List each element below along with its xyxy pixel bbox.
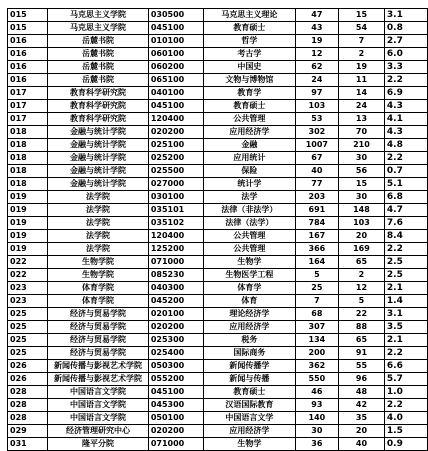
admitted-cell: 55	[339, 360, 385, 373]
table-row	[8, 113, 428, 126]
table-row	[8, 74, 428, 87]
major-code-cell: 050300	[148, 360, 203, 373]
applicants-cell: 68	[295, 308, 338, 321]
major-name-cell: 生物学	[204, 438, 296, 451]
admission-ratio-table	[7, 8, 428, 451]
ratio-cell: 4.1	[384, 113, 427, 126]
major-name-cell: 应用统计	[204, 152, 296, 165]
applicants-cell: 47	[295, 9, 338, 22]
table-row	[8, 35, 428, 48]
major-code-cell: 045100	[148, 386, 203, 399]
major-name-cell: 汉语国际教育	[204, 399, 296, 412]
admission-ratio-table-wrapper	[7, 8, 428, 451]
admitted-cell: 30	[339, 191, 385, 204]
table-row	[8, 308, 428, 321]
table-row	[8, 165, 428, 178]
admitted-cell: 96	[339, 373, 385, 386]
major-name-cell: 理论经济学	[204, 308, 296, 321]
table-row	[8, 269, 428, 282]
table-row	[8, 191, 428, 204]
college-name-cell: 经济与贸易学院	[48, 321, 149, 334]
ratio-cell: 6.9	[384, 87, 427, 100]
major-code-cell: 035102	[148, 217, 203, 230]
table-row	[8, 204, 428, 217]
ratio-cell: 0.8	[384, 22, 427, 35]
college-name-cell: 中国语言文学院	[48, 399, 149, 412]
major-code-cell: 020100	[148, 308, 203, 321]
ratio-cell: 2.1	[384, 282, 427, 295]
admitted-cell: 20	[339, 425, 385, 438]
ratio-cell: 4.3	[384, 126, 427, 139]
college-name-cell: 岳麓书院	[48, 74, 149, 87]
admitted-cell: 169	[339, 243, 385, 256]
college-name-cell: 金融与统计学院	[48, 152, 149, 165]
applicants-cell: 62	[295, 61, 338, 74]
major-name-cell: 统计学	[204, 178, 296, 191]
major-code-cell: 025500	[148, 165, 203, 178]
college-name-cell: 教育科学研究院	[48, 113, 149, 126]
major-code-cell: 120400	[148, 230, 203, 243]
major-code-cell: 040300	[148, 282, 203, 295]
college-code-cell: 016	[8, 61, 48, 74]
college-name-cell: 法学院	[48, 191, 149, 204]
college-name-cell: 生物学院	[48, 269, 149, 282]
table-row	[8, 178, 428, 191]
ratio-cell: 2.7	[384, 35, 427, 48]
table-row	[8, 295, 428, 308]
ratio-cell: 4.8	[384, 139, 427, 152]
ratio-cell: 3.1	[384, 9, 427, 22]
college-name-cell: 岳麓书院	[48, 48, 149, 61]
applicants-cell: 40	[295, 165, 338, 178]
admitted-cell: 11	[339, 74, 385, 87]
college-name-cell: 法学院	[48, 204, 149, 217]
table-row	[8, 243, 428, 256]
college-code-cell: 019	[8, 204, 48, 217]
table-row	[8, 321, 428, 334]
applicants-cell: 97	[295, 87, 338, 100]
major-name-cell: 公共管理	[204, 243, 296, 256]
college-code-cell: 028	[8, 386, 48, 399]
ratio-cell: 1.0	[384, 386, 427, 399]
major-code-cell: 025100	[148, 139, 203, 152]
major-name-cell: 税务	[204, 334, 296, 347]
major-name-cell: 哲学	[204, 35, 296, 48]
ratio-cell: 8.4	[384, 230, 427, 243]
major-name-cell: 教育学	[204, 87, 296, 100]
college-name-cell: 教育科学研究院	[48, 87, 149, 100]
major-code-cell: 055200	[148, 373, 203, 386]
applicants-cell: 366	[295, 243, 338, 256]
ratio-cell: 7.6	[384, 217, 427, 230]
applicants-cell: 19	[295, 35, 338, 48]
admitted-cell: 48	[339, 386, 385, 399]
major-name-cell: 教育硕士	[204, 100, 296, 113]
applicants-cell: 1007	[295, 139, 338, 152]
college-name-cell: 生物学院	[48, 256, 149, 269]
major-name-cell: 中国语言文学	[204, 412, 296, 425]
table-row	[8, 230, 428, 243]
college-code-cell: 016	[8, 74, 48, 87]
college-code-cell: 016	[8, 35, 48, 48]
major-code-cell: 120400	[148, 113, 203, 126]
major-name-cell: 金融	[204, 139, 296, 152]
college-code-cell: 018	[8, 139, 48, 152]
admitted-cell: 56	[339, 165, 385, 178]
college-code-cell: 025	[8, 347, 48, 360]
table-row	[8, 334, 428, 347]
major-code-cell: 020200	[148, 425, 203, 438]
table-row	[8, 360, 428, 373]
admitted-cell: 24	[339, 100, 385, 113]
college-code-cell: 022	[8, 269, 48, 282]
ratio-cell: 2.2	[384, 74, 427, 87]
college-name-cell: 金融与统计学院	[48, 165, 149, 178]
college-code-cell: 016	[8, 48, 48, 61]
admitted-cell: 5	[339, 295, 385, 308]
major-code-cell: 025200	[148, 152, 203, 165]
college-code-cell: 018	[8, 126, 48, 139]
major-name-cell: 生物学	[204, 256, 296, 269]
college-code-cell: 019	[8, 191, 48, 204]
college-code-cell: 018	[8, 165, 48, 178]
table-row	[8, 399, 428, 412]
admitted-cell: 103	[339, 217, 385, 230]
major-code-cell: 045100	[148, 100, 203, 113]
college-code-cell: 031	[8, 438, 48, 451]
major-name-cell: 法律（法学）	[204, 217, 296, 230]
admitted-cell: 35	[339, 412, 385, 425]
major-code-cell: 125200	[148, 243, 203, 256]
college-code-cell: 028	[8, 399, 48, 412]
college-name-cell: 法学院	[48, 243, 149, 256]
admitted-cell: 88	[339, 321, 385, 334]
ratio-cell: 2.2	[384, 152, 427, 165]
college-name-cell: 法学院	[48, 217, 149, 230]
major-name-cell: 法律（非法学）	[204, 204, 296, 217]
ratio-cell: 3.5	[384, 321, 427, 334]
major-code-cell: 040100	[148, 87, 203, 100]
ratio-cell: 4.3	[384, 100, 427, 113]
admitted-cell: 13	[339, 113, 385, 126]
ratio-cell: 4.0	[384, 412, 427, 425]
major-name-cell: 教育硕士	[204, 22, 296, 35]
major-name-cell: 考古学	[204, 48, 296, 61]
applicants-cell: 7	[295, 295, 338, 308]
admitted-cell: 148	[339, 204, 385, 217]
admitted-cell: 2	[339, 269, 385, 282]
ratio-cell: 2.2	[384, 243, 427, 256]
college-name-cell: 经济与贸易学院	[48, 308, 149, 321]
college-name-cell: 金融与统计学院	[48, 126, 149, 139]
ratio-cell: 2.1	[384, 334, 427, 347]
major-code-cell: 050100	[148, 412, 203, 425]
applicants-cell: 43	[295, 22, 338, 35]
table-body	[8, 9, 428, 451]
college-name-cell: 教育科学研究院	[48, 100, 149, 113]
admitted-cell: 40	[339, 438, 385, 451]
ratio-cell: 0.9	[384, 438, 427, 451]
applicants-cell: 550	[295, 373, 338, 386]
college-name-cell: 经济与贸易学院	[48, 347, 149, 360]
major-code-cell: 030500	[148, 9, 203, 22]
college-code-cell: 019	[8, 243, 48, 256]
major-name-cell: 文物与博物馆	[204, 74, 296, 87]
major-code-cell: 085230	[148, 269, 203, 282]
major-code-cell: 030100	[148, 191, 203, 204]
applicants-cell: 307	[295, 321, 338, 334]
applicants-cell: 140	[295, 412, 338, 425]
admitted-cell: 15	[339, 9, 385, 22]
college-code-cell: 023	[8, 282, 48, 295]
table-row	[8, 87, 428, 100]
ratio-cell: 0.7	[384, 165, 427, 178]
table-row	[8, 373, 428, 386]
applicants-cell: 5	[295, 269, 338, 282]
table-row	[8, 412, 428, 425]
applicants-cell: 30	[295, 425, 338, 438]
major-name-cell: 教育硕士	[204, 386, 296, 399]
major-name-cell: 马克思主义理论	[204, 9, 296, 22]
applicants-cell: 362	[295, 360, 338, 373]
ratio-cell: 3.1	[384, 308, 427, 321]
college-code-cell: 017	[8, 100, 48, 113]
major-name-cell: 中国史	[204, 61, 296, 74]
admitted-cell: 15	[339, 178, 385, 191]
college-code-cell: 029	[8, 425, 48, 438]
major-code-cell: 045300	[148, 399, 203, 412]
applicants-cell: 134	[295, 334, 338, 347]
applicants-cell: 200	[295, 347, 338, 360]
admitted-cell: 210	[339, 139, 385, 152]
major-code-cell: 010100	[148, 35, 203, 48]
applicants-cell: 53	[295, 113, 338, 126]
table-row	[8, 152, 428, 165]
major-code-cell: 045200	[148, 295, 203, 308]
college-name-cell: 新闻传播与影视艺术学院	[48, 360, 149, 373]
ratio-cell: 4.7	[384, 204, 427, 217]
college-code-cell: 019	[8, 217, 48, 230]
table-row	[8, 139, 428, 152]
major-code-cell: 071000	[148, 438, 203, 451]
college-name-cell: 马克思主义学院	[48, 22, 149, 35]
ratio-cell: 6.6	[384, 360, 427, 373]
table-row	[8, 61, 428, 74]
applicants-cell: 25	[295, 282, 338, 295]
ratio-cell: 6.8	[384, 191, 427, 204]
college-code-cell: 018	[8, 152, 48, 165]
major-name-cell: 国际商务	[204, 347, 296, 360]
ratio-cell: 1.5	[384, 425, 427, 438]
admitted-cell: 65	[339, 334, 385, 347]
table-row	[8, 22, 428, 35]
college-name-cell: 隆平分院	[48, 438, 149, 451]
college-name-cell: 岳麓书院	[48, 61, 149, 74]
applicants-cell: 164	[295, 256, 338, 269]
college-name-cell: 体育学院	[48, 295, 149, 308]
admitted-cell: 91	[339, 347, 385, 360]
major-code-cell: 045100	[148, 22, 203, 35]
major-name-cell: 新闻传播学	[204, 360, 296, 373]
major-name-cell: 法学	[204, 191, 296, 204]
admitted-cell: 65	[339, 256, 385, 269]
major-code-cell: 065100	[148, 74, 203, 87]
ratio-cell: 1.4	[384, 295, 427, 308]
ratio-cell: 3.3	[384, 61, 427, 74]
ratio-cell: 5.7	[384, 373, 427, 386]
table-row	[8, 9, 428, 22]
admitted-cell: 22	[339, 308, 385, 321]
major-code-cell: 035101	[148, 204, 203, 217]
ratio-cell: 2.5	[384, 269, 427, 282]
major-name-cell: 应用经济学	[204, 321, 296, 334]
major-code-cell: 060200	[148, 61, 203, 74]
applicants-cell: 203	[295, 191, 338, 204]
admitted-cell: 30	[339, 152, 385, 165]
ratio-cell: 6.0	[384, 48, 427, 61]
ratio-cell: 2.5	[384, 256, 427, 269]
ratio-cell: 2.2	[384, 347, 427, 360]
applicants-cell: 302	[295, 126, 338, 139]
college-code-cell: 015	[8, 9, 48, 22]
college-name-cell: 中国语言文学院	[48, 412, 149, 425]
major-name-cell: 新闻与传播	[204, 373, 296, 386]
admitted-cell: 42	[339, 399, 385, 412]
college-name-cell: 新闻传播与影视艺术学院	[48, 373, 149, 386]
major-name-cell: 公共管理	[204, 230, 296, 243]
college-name-cell: 经济与贸易学院	[48, 334, 149, 347]
applicants-cell: 36	[295, 438, 338, 451]
table-row	[8, 48, 428, 61]
college-code-cell: 025	[8, 334, 48, 347]
table-row	[8, 438, 428, 451]
table-row	[8, 100, 428, 113]
applicants-cell: 67	[295, 152, 338, 165]
admitted-cell: 12	[339, 282, 385, 295]
college-code-cell: 026	[8, 360, 48, 373]
college-name-cell: 经济管理研究中心	[48, 425, 149, 438]
college-code-cell: 015	[8, 22, 48, 35]
ratio-cell: 2.2	[384, 399, 427, 412]
applicants-cell: 93	[295, 399, 338, 412]
admitted-cell: 70	[339, 126, 385, 139]
applicants-cell: 691	[295, 204, 338, 217]
admitted-cell: 54	[339, 22, 385, 35]
major-name-cell: 应用经济学	[204, 126, 296, 139]
admitted-cell: 2	[339, 48, 385, 61]
major-code-cell: 025300	[148, 334, 203, 347]
applicants-cell: 103	[295, 100, 338, 113]
college-name-cell: 马克思主义学院	[48, 9, 149, 22]
major-name-cell: 公共管理	[204, 113, 296, 126]
major-code-cell: 060100	[148, 48, 203, 61]
college-code-cell: 017	[8, 113, 48, 126]
college-code-cell: 026	[8, 373, 48, 386]
major-code-cell: 027000	[148, 178, 203, 191]
admitted-cell: 20	[339, 230, 385, 243]
college-name-cell: 金融与统计学院	[48, 139, 149, 152]
college-name-cell: 金融与统计学院	[48, 178, 149, 191]
major-code-cell: 020200	[148, 126, 203, 139]
ratio-cell: 5.1	[384, 178, 427, 191]
table-row	[8, 347, 428, 360]
college-code-cell: 019	[8, 230, 48, 243]
applicants-cell: 167	[295, 230, 338, 243]
admitted-cell: 19	[339, 61, 385, 74]
applicants-cell: 46	[295, 386, 338, 399]
table-row	[8, 282, 428, 295]
college-name-cell: 岳麓书院	[48, 35, 149, 48]
college-name-cell: 体育学院	[48, 282, 149, 295]
college-code-cell: 025	[8, 308, 48, 321]
applicants-cell: 784	[295, 217, 338, 230]
applicants-cell: 24	[295, 74, 338, 87]
admitted-cell: 7	[339, 35, 385, 48]
table-row	[8, 217, 428, 230]
college-name-cell: 中国语言文学院	[48, 386, 149, 399]
major-name-cell: 应用经济学	[204, 425, 296, 438]
college-code-cell: 023	[8, 295, 48, 308]
major-name-cell: 体育	[204, 295, 296, 308]
admitted-cell: 14	[339, 87, 385, 100]
table-row	[8, 425, 428, 438]
college-code-cell: 017	[8, 87, 48, 100]
applicants-cell: 77	[295, 178, 338, 191]
major-name-cell: 保险	[204, 165, 296, 178]
major-code-cell: 071000	[148, 256, 203, 269]
college-code-cell: 022	[8, 256, 48, 269]
table-row	[8, 126, 428, 139]
major-name-cell: 生物医学工程	[204, 269, 296, 282]
table-row	[8, 386, 428, 399]
major-code-cell: 025400	[148, 347, 203, 360]
major-name-cell: 体育学	[204, 282, 296, 295]
college-code-cell: 025	[8, 321, 48, 334]
major-code-cell: 020200	[148, 321, 203, 334]
applicants-cell: 12	[295, 48, 338, 61]
college-code-cell: 028	[8, 412, 48, 425]
college-name-cell: 法学院	[48, 230, 149, 243]
college-code-cell: 018	[8, 178, 48, 191]
table-row	[8, 256, 428, 269]
